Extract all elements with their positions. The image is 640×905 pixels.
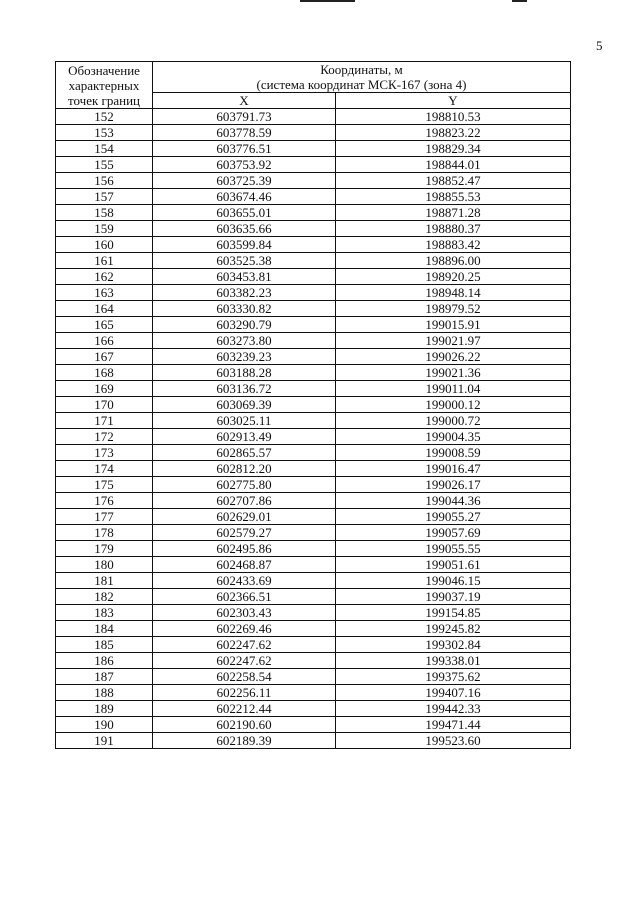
x-coordinate-cell: 602775.80	[153, 477, 336, 493]
x-coordinate-cell: 602303.43	[153, 605, 336, 621]
x-coordinate-cell: 603778.59	[153, 125, 336, 141]
point-number-cell: 186	[56, 653, 153, 669]
x-coordinate-cell: 602256.11	[153, 685, 336, 701]
table-row	[56, 269, 571, 285]
table-row	[56, 701, 571, 717]
y-coordinate-cell: 199000.72	[336, 413, 571, 429]
header-row-1	[56, 62, 571, 93]
table-row	[56, 605, 571, 621]
x-coordinate-cell: 603453.81	[153, 269, 336, 285]
table-row	[56, 109, 571, 125]
point-number-cell: 177	[56, 509, 153, 525]
x-coordinate-cell: 602247.62	[153, 637, 336, 653]
top-rule-right	[512, 0, 527, 2]
table-row	[56, 717, 571, 733]
point-number-cell: 161	[56, 253, 153, 269]
table-body	[56, 109, 571, 749]
table-row	[56, 413, 571, 429]
table-row	[56, 125, 571, 141]
table-row	[56, 397, 571, 413]
point-number-cell: 167	[56, 349, 153, 365]
point-header-line-1: Обозначение	[68, 62, 140, 78]
y-coordinate-cell: 199051.61	[336, 557, 571, 573]
y-coordinate-cell: 198880.37	[336, 221, 571, 237]
y-coordinate-cell: 199011.04	[336, 381, 571, 397]
y-coordinate-cell: 199442.33	[336, 701, 571, 717]
y-coordinate-cell: 198855.53	[336, 189, 571, 205]
y-coordinate-cell: 199245.82	[336, 621, 571, 637]
x-coordinate-cell: 603525.38	[153, 253, 336, 269]
page-number: 5	[596, 38, 603, 53]
point-number-cell: 181	[56, 573, 153, 589]
y-coordinate-cell: 198871.28	[336, 205, 571, 221]
point-number-cell: 165	[56, 317, 153, 333]
y-coordinate-cell: 198844.01	[336, 157, 571, 173]
table-row	[56, 685, 571, 701]
point-number-cell: 163	[56, 285, 153, 301]
table-row	[56, 445, 571, 461]
y-coordinate-cell: 199021.36	[336, 365, 571, 381]
y-coordinate-cell: 199046.15	[336, 573, 571, 589]
table-row	[56, 285, 571, 301]
point-number-cell: 159	[56, 221, 153, 237]
y-coordinate-cell: 198896.00	[336, 253, 571, 269]
table-row	[56, 509, 571, 525]
x-coordinate-cell: 602212.44	[153, 701, 336, 717]
x-coordinate-cell: 603136.72	[153, 381, 336, 397]
y-coordinate-cell: 199302.84	[336, 637, 571, 653]
point-number-cell: 185	[56, 637, 153, 653]
y-coordinate-cell: 199154.85	[336, 605, 571, 621]
y-coordinate-cell: 198829.34	[336, 141, 571, 157]
point-number-cell: 190	[56, 717, 153, 733]
point-number-cell: 189	[56, 701, 153, 717]
point-number-cell: 154	[56, 141, 153, 157]
y-coordinate-cell: 198948.14	[336, 285, 571, 301]
table-row	[56, 205, 571, 221]
y-coordinate-cell: 199021.97	[336, 333, 571, 349]
point-number-cell: 162	[56, 269, 153, 285]
x-coordinate-cell: 602190.60	[153, 717, 336, 733]
table-row	[56, 157, 571, 173]
y-coordinate-cell: 199523.60	[336, 733, 571, 749]
point-number-cell: 153	[56, 125, 153, 141]
table-row	[56, 253, 571, 269]
x-coordinate-cell: 602865.57	[153, 445, 336, 461]
table-row	[56, 301, 571, 317]
point-number-cell: 152	[56, 109, 153, 125]
table-row	[56, 189, 571, 205]
x-coordinate-cell: 602258.54	[153, 669, 336, 685]
y-coordinate-cell: 198852.47	[336, 173, 571, 189]
table-row	[56, 557, 571, 573]
table-row	[56, 541, 571, 557]
table-row	[56, 589, 571, 605]
point-number-cell: 191	[56, 733, 153, 749]
table-row	[56, 733, 571, 749]
coordinate-system: (система координат МСК-167 (зона 4)	[256, 77, 467, 92]
point-number-cell: 180	[56, 557, 153, 573]
point-number-cell: 172	[56, 429, 153, 445]
x-coordinate-cell: 602579.27	[153, 525, 336, 541]
y-coordinate-cell: 198920.25	[336, 269, 571, 285]
y-coordinate-cell: 199044.36	[336, 493, 571, 509]
x-coordinate-cell: 602707.86	[153, 493, 336, 509]
x-coordinate-cell: 602913.49	[153, 429, 336, 445]
y-coordinate-cell: 198823.22	[336, 125, 571, 141]
y-coordinate-cell: 199338.01	[336, 653, 571, 669]
table-row	[56, 333, 571, 349]
x-coordinate-cell: 603791.73	[153, 109, 336, 125]
y-coordinate-cell: 199000.12	[336, 397, 571, 413]
x-coordinate-cell: 603069.39	[153, 397, 336, 413]
point-number-cell: 182	[56, 589, 153, 605]
y-coordinate-cell: 199026.22	[336, 349, 571, 365]
y-coordinate-cell: 199037.19	[336, 589, 571, 605]
y-coordinate-cell: 199471.44	[336, 717, 571, 733]
point-number-cell: 170	[56, 397, 153, 413]
table-row	[56, 381, 571, 397]
table-row	[56, 525, 571, 541]
x-coordinate-cell: 603635.66	[153, 221, 336, 237]
coordinates-title: Координаты, м	[320, 62, 403, 77]
table-row	[56, 221, 571, 237]
point-number-cell: 156	[56, 173, 153, 189]
point-designation-header	[56, 62, 153, 109]
coordinates-header	[153, 62, 571, 93]
table-row	[56, 669, 571, 685]
table-row	[56, 429, 571, 445]
x-coordinate-cell: 603273.80	[153, 333, 336, 349]
y-coordinate-cell: 199407.16	[336, 685, 571, 701]
table-row	[56, 653, 571, 669]
x-coordinate-cell: 603725.39	[153, 173, 336, 189]
point-number-cell: 188	[56, 685, 153, 701]
point-number-cell: 157	[56, 189, 153, 205]
point-number-cell: 168	[56, 365, 153, 381]
point-number-cell: 169	[56, 381, 153, 397]
table-row	[56, 637, 571, 653]
y-coordinate-cell: 199057.69	[336, 525, 571, 541]
x-coordinate-cell: 603188.28	[153, 365, 336, 381]
coordinates-table	[55, 61, 571, 749]
y-column-header: Y	[336, 93, 571, 109]
y-coordinate-cell: 199026.17	[336, 477, 571, 493]
x-coordinate-cell: 603239.23	[153, 349, 336, 365]
x-coordinate-cell: 603674.46	[153, 189, 336, 205]
x-coordinate-cell: 603753.92	[153, 157, 336, 173]
x-column-header: X	[153, 93, 336, 109]
x-coordinate-cell: 603599.84	[153, 237, 336, 253]
point-number-cell: 155	[56, 157, 153, 173]
y-coordinate-cell: 198883.42	[336, 237, 571, 253]
table-row	[56, 173, 571, 189]
point-number-cell: 173	[56, 445, 153, 461]
point-number-cell: 164	[56, 301, 153, 317]
point-number-cell: 171	[56, 413, 153, 429]
y-coordinate-cell: 199055.55	[336, 541, 571, 557]
table-row	[56, 365, 571, 381]
table-row	[56, 621, 571, 637]
table-row	[56, 573, 571, 589]
x-coordinate-cell: 602247.62	[153, 653, 336, 669]
x-coordinate-cell: 603655.01	[153, 205, 336, 221]
point-number-cell: 184	[56, 621, 153, 637]
x-coordinate-cell: 603382.23	[153, 285, 336, 301]
x-coordinate-cell: 602468.87	[153, 557, 336, 573]
table-row	[56, 237, 571, 253]
y-coordinate-cell: 199016.47	[336, 461, 571, 477]
point-number-cell: 183	[56, 605, 153, 621]
point-number-cell: 187	[56, 669, 153, 685]
y-coordinate-cell: 199008.59	[336, 445, 571, 461]
y-coordinate-cell: 199004.35	[336, 429, 571, 445]
y-coordinate-cell: 198979.52	[336, 301, 571, 317]
point-number-cell: 166	[56, 333, 153, 349]
point-number-cell: 174	[56, 461, 153, 477]
x-coordinate-cell: 602812.20	[153, 461, 336, 477]
x-coordinate-cell: 602495.86	[153, 541, 336, 557]
y-coordinate-cell: 199375.62	[336, 669, 571, 685]
x-coordinate-cell: 602629.01	[153, 509, 336, 525]
y-coordinate-cell: 198810.53	[336, 109, 571, 125]
point-header-line-2: характерных	[68, 77, 140, 93]
table-row	[56, 317, 571, 333]
point-number-cell: 175	[56, 477, 153, 493]
table-row	[56, 477, 571, 493]
x-coordinate-cell: 603025.11	[153, 413, 336, 429]
y-coordinate-cell: 199015.91	[336, 317, 571, 333]
table-row	[56, 349, 571, 365]
x-coordinate-cell: 602189.39	[153, 733, 336, 749]
point-header-line-3: точек границ	[67, 92, 141, 108]
point-number-cell: 160	[56, 237, 153, 253]
point-number-cell: 176	[56, 493, 153, 509]
x-coordinate-cell: 602433.69	[153, 573, 336, 589]
y-coordinate-cell: 199055.27	[336, 509, 571, 525]
table-row	[56, 461, 571, 477]
x-coordinate-cell: 603290.79	[153, 317, 336, 333]
point-number-cell: 179	[56, 541, 153, 557]
x-coordinate-cell: 603330.82	[153, 301, 336, 317]
table-row	[56, 141, 571, 157]
x-coordinate-cell: 603776.51	[153, 141, 336, 157]
x-coordinate-cell: 602269.46	[153, 621, 336, 637]
point-number-cell: 158	[56, 205, 153, 221]
top-rule-left	[300, 0, 355, 2]
x-coordinate-cell: 602366.51	[153, 589, 336, 605]
point-number-cell: 178	[56, 525, 153, 541]
table-row	[56, 493, 571, 509]
